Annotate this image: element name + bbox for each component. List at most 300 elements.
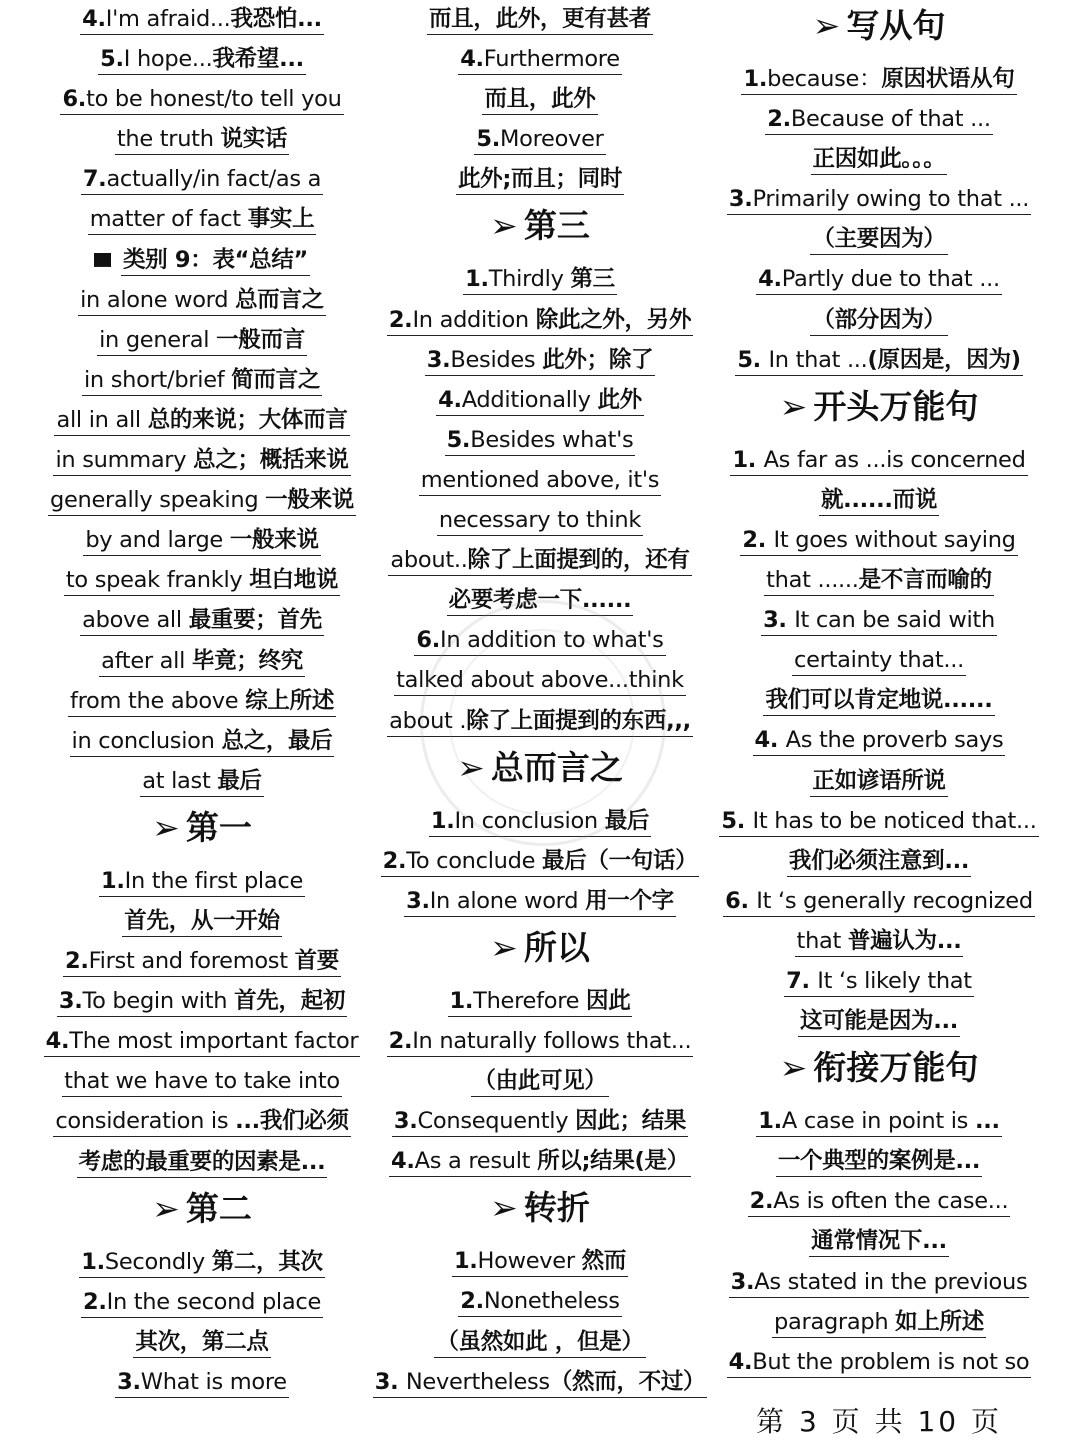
phrase-text (82, 365, 322, 396)
phrase-text (48, 485, 356, 516)
phrase-text (792, 645, 966, 676)
english-phrase: to be honest/to tell you (86, 86, 342, 113)
item-number: 4. (460, 46, 484, 73)
phrase-text (727, 184, 1031, 215)
phrase-text (809, 1226, 949, 1257)
item-number: 7. (82, 166, 107, 193)
item-number: 1. (465, 266, 489, 293)
phrase-line (32, 1363, 372, 1403)
english-phrase: As a result (414, 1148, 538, 1175)
chinese-meaning: 简而言之 (231, 366, 321, 393)
phrase-text (741, 64, 1016, 95)
phrase-text (436, 385, 644, 416)
phrase-text (787, 846, 971, 877)
phrase-line (709, 1343, 1049, 1383)
english-phrase: The most important factor (69, 1028, 359, 1055)
english-phrase: As far as ...is concerned (763, 446, 1026, 473)
phrase-line (32, 80, 372, 120)
english-phrase: that ...... (766, 567, 859, 594)
phrase-line (32, 120, 372, 160)
phrase-line (32, 601, 372, 641)
phrase-line (370, 260, 710, 300)
item-number: 4. (438, 386, 462, 413)
phrase-text (53, 445, 350, 476)
phrase-text (819, 485, 939, 516)
english-phrase: paragraph (774, 1308, 896, 1335)
english-phrase: by and large (85, 527, 230, 554)
chinese-meaning: 此外；除了 (542, 346, 654, 373)
phrase-line (32, 642, 372, 682)
phrase-text (373, 1367, 708, 1398)
english-phrase: generally speaking (50, 487, 266, 514)
phrase-line (32, 441, 372, 481)
arrow-icon: ➢ (490, 927, 518, 967)
english-phrase: First and foremost (88, 948, 295, 975)
english-phrase: in general (99, 326, 217, 353)
chinese-meaning: 首先，起初 (234, 988, 346, 1015)
english-phrase: What is more (140, 1368, 287, 1395)
chinese-meaning: 因此；结果 (575, 1108, 687, 1135)
phrase-text (83, 525, 320, 556)
english-phrase: from the above (69, 687, 246, 714)
item-number: 3. (730, 1268, 755, 1295)
phrase-text (394, 665, 686, 696)
chinese-meaning: 除了上面提到的东西,,, (466, 707, 691, 734)
english-phrase: I'm afraid... (105, 6, 231, 32)
item-number: 1. (743, 66, 768, 92)
phrase-text (798, 1006, 960, 1037)
phrase-line (32, 1062, 372, 1102)
chinese-meaning: 考虑的最重要的因素是... (78, 1148, 326, 1175)
english-phrase: It can be said with (794, 607, 995, 634)
column-right (709, 0, 1049, 1383)
phrase-text (748, 1186, 1011, 1217)
phrase-line (709, 601, 1049, 641)
english-phrase: As is often the case... (773, 1188, 1009, 1215)
phrase-line (32, 902, 372, 942)
phrase-line (32, 561, 372, 601)
phrase-line (370, 842, 710, 882)
item-number: 3. (117, 1368, 141, 1395)
english-phrase: Because of that ... (790, 106, 991, 133)
phrase-line (709, 922, 1049, 962)
phrase-text (99, 866, 305, 897)
english-phrase: about.. (390, 547, 468, 574)
chinese-meaning: 说实话 (220, 126, 288, 153)
item-number: 6. (62, 86, 87, 113)
phrase-line (32, 401, 372, 441)
phrase-line (32, 0, 372, 40)
english-phrase: in summary (55, 447, 194, 474)
phrase-line (370, 1363, 710, 1403)
phrase-text (434, 1327, 645, 1358)
chinese-meaning: （主要因为） (812, 226, 946, 253)
heading-text: 写从句 (846, 6, 946, 45)
section-heading (709, 381, 1049, 441)
phrase-line (709, 341, 1049, 381)
item-number: 3. (393, 1108, 418, 1135)
phrase-line (32, 942, 372, 982)
chinese-meaning: 一般来说 (229, 527, 319, 554)
item-number: 1. (101, 867, 125, 894)
phrase-text (764, 565, 994, 596)
english-phrase: in conclusion (71, 727, 222, 754)
english-phrase: above all (82, 607, 189, 634)
phrase-line (709, 1142, 1049, 1182)
phrase-line (32, 1323, 372, 1363)
phrase-line (32, 862, 372, 902)
phrase-text (447, 585, 634, 616)
heading-text: 所以 (523, 927, 590, 967)
chinese-meaning: 正如谚语所说 (812, 767, 946, 794)
phrase-line (32, 1102, 372, 1142)
phrase-line (709, 721, 1049, 761)
chinese-meaning: ... (974, 1108, 1000, 1135)
chinese-meaning: 最后 (604, 807, 650, 834)
chinese-meaning: 综上所述 (245, 687, 335, 714)
phrase-line (32, 40, 372, 80)
chinese-meaning: 除此之外，另外 (535, 306, 692, 333)
english-phrase: Moreover (500, 126, 604, 153)
chinese-meaning: 最重要；首先 (188, 607, 322, 634)
item-number: 3. (426, 346, 451, 373)
phrase-text (735, 345, 1022, 376)
phrase-text (452, 1246, 628, 1277)
phrase-text (810, 766, 947, 797)
english-phrase: all in all (56, 406, 148, 433)
phrase-line (32, 1283, 372, 1323)
phrase-text (392, 1106, 688, 1137)
chinese-meaning: 而且，此外 (484, 86, 596, 113)
english-phrase: In that ... (768, 346, 868, 373)
phrase-line (370, 982, 710, 1022)
phrase-text (60, 84, 343, 115)
chinese-meaning: 必要考虑一下...... (448, 587, 632, 614)
english-phrase: actually/in fact/as a (106, 166, 322, 193)
item-number: 5. (476, 126, 501, 153)
phrase-line (709, 1182, 1049, 1222)
phrase-line (709, 1263, 1049, 1303)
phrase-text (811, 144, 948, 175)
item-number: 1. (449, 987, 474, 1014)
phrase-line (32, 762, 372, 802)
phrase-text (474, 124, 605, 155)
phrase-text (761, 605, 997, 636)
phrase-text (458, 1286, 621, 1317)
item-number: 3. (58, 988, 83, 1015)
section-heading (370, 922, 710, 982)
page-number-label: 第 3 页 共 10 页 (756, 1405, 1002, 1438)
phrase-line (370, 461, 710, 501)
phrase-line (709, 641, 1049, 681)
item-number: 2. (65, 948, 89, 975)
item-number: 4. (82, 6, 106, 32)
item-number: 3. (406, 887, 430, 914)
chinese-meaning: 总之，最后 (221, 727, 333, 754)
phrase-text (727, 1347, 1032, 1378)
phrase-text (387, 305, 693, 336)
chinese-meaning: 首要 (294, 948, 339, 975)
item-number: 4. (758, 266, 782, 293)
heading-text: 开头万能句 (813, 386, 979, 426)
phrase-line (370, 80, 710, 120)
arrow-icon: ➢ (779, 386, 808, 426)
phrase-text (756, 264, 1002, 295)
phrase-text (62, 1066, 342, 1097)
phrase-text (463, 264, 617, 295)
phrase-text (388, 545, 691, 576)
phrase-text (122, 906, 281, 937)
section-heading (370, 1182, 710, 1242)
phrase-text (776, 1146, 982, 1177)
item-number: 2. (388, 306, 413, 333)
phrase-line (370, 1282, 710, 1322)
phrase-line (709, 180, 1049, 220)
section-heading (709, 0, 1049, 60)
english-phrase: in alone word (80, 286, 236, 313)
english-phrase: because： (767, 66, 882, 92)
english-phrase: To conclude (406, 847, 542, 874)
english-phrase: As the proverb says (785, 727, 1004, 754)
phrase-line (709, 521, 1049, 561)
english-phrase: Consequently (417, 1108, 576, 1135)
phrase-text (719, 806, 1038, 837)
phrase-text (88, 204, 317, 235)
phrase-line (709, 100, 1049, 140)
chinese-meaning: 除了上面提到的，还有 (467, 547, 690, 574)
phrase-text (121, 245, 310, 276)
item-number: 2. (83, 1288, 107, 1315)
phrase-line (370, 501, 710, 541)
phrase-text (425, 345, 655, 376)
english-phrase: I hope... (123, 46, 213, 73)
phrase-text (68, 686, 336, 717)
english-phrase: Partly due to that ... (781, 266, 1000, 293)
item-number: 6. (416, 627, 441, 654)
chinese-meaning: 一个典型的案例是... (777, 1148, 981, 1175)
phrase-text (57, 986, 347, 1017)
phrase-text (140, 766, 264, 797)
chinese-meaning: 此外;而且；同时 (457, 166, 623, 193)
phrase-line (370, 381, 710, 421)
phrase-text (437, 505, 643, 536)
chinese-meaning: 事实上 (247, 206, 315, 233)
phrase-line (709, 1102, 1049, 1142)
chinese-meaning: (原因是，因为) (867, 346, 1021, 373)
phrase-line (709, 802, 1049, 842)
item-number: 1. (732, 446, 764, 473)
phrase-text (99, 646, 305, 677)
heading-text: 总而言之 (490, 747, 623, 787)
phrase-line (370, 40, 710, 80)
phrase-line (370, 301, 710, 341)
section-heading (370, 200, 710, 260)
phrase-line (370, 882, 710, 922)
chinese-meaning: 普遍认为... (847, 927, 962, 954)
english-phrase: Besides what's (470, 426, 634, 453)
english-phrase: It ‘s likely that (817, 967, 972, 994)
phrase-line (709, 1002, 1049, 1042)
phrase-line (709, 441, 1049, 481)
item-number: 1. (430, 807, 455, 834)
chinese-meaning: 坦白地说 (249, 567, 339, 594)
phrase-text (381, 846, 700, 877)
phrase-text (70, 726, 335, 757)
section-heading (370, 742, 710, 802)
arrow-icon: ➢ (152, 807, 180, 847)
phrase-line (370, 1142, 710, 1182)
english-phrase: In the second place (106, 1288, 321, 1315)
chinese-meaning: 此外 (597, 386, 642, 413)
item-number: 2. (388, 1027, 413, 1054)
chinese-meaning: 总之；概括来说 (193, 447, 349, 474)
chinese-meaning: 就......而说 (820, 486, 938, 513)
english-phrase: Additionally (461, 386, 598, 413)
chinese-meaning: 总而言之 (235, 286, 324, 313)
phrase-line (370, 1022, 710, 1062)
phrase-line (32, 241, 372, 281)
phrase-line (32, 160, 372, 200)
phrase-text (471, 1066, 608, 1097)
phrase-text (427, 4, 653, 35)
chinese-meaning: 其次，第二点 (135, 1328, 269, 1355)
phrase-text (740, 525, 1017, 556)
phrase-line (32, 281, 372, 321)
english-phrase: As stated in the previous (754, 1268, 1028, 1295)
arrow-icon: ➢ (490, 206, 518, 246)
phrase-line (370, 341, 710, 381)
phrase-text (810, 224, 947, 255)
english-phrase: the truth (116, 126, 221, 153)
phrase-text (753, 725, 1006, 756)
phrase-line (370, 802, 710, 842)
phrase-line (709, 140, 1049, 180)
phrase-line (709, 681, 1049, 721)
english-phrase: to speak frankly (65, 567, 250, 594)
phrase-text (810, 305, 947, 336)
phrase-line (370, 421, 710, 461)
phrase-text (387, 1026, 694, 1057)
phrase-line (32, 200, 372, 240)
phrase-text (53, 1106, 350, 1137)
phrase-text (81, 1287, 323, 1318)
english-phrase: necessary to think (438, 507, 642, 534)
english-phrase: In conclusion (454, 807, 605, 834)
phrase-text (772, 1307, 986, 1338)
phrase-text (763, 685, 994, 716)
item-number: 4. (754, 727, 786, 754)
phrase-line (32, 1243, 372, 1283)
phrase-text (756, 1106, 1001, 1137)
english-phrase: It has to be noticed that... (752, 807, 1037, 834)
phrase-text (115, 124, 289, 155)
chinese-meaning: 总的来说；大体而言 (147, 406, 348, 433)
chinese-meaning: 毕竟；终究 (191, 647, 303, 674)
phrase-line (709, 301, 1049, 341)
item-number: 5. (721, 807, 753, 834)
phrase-line (32, 722, 372, 762)
phrase-line (32, 682, 372, 722)
item-number: 3. (728, 186, 753, 213)
english-phrase: It ‘s generally recognized (756, 887, 1033, 914)
item-number: 3. (374, 1368, 406, 1395)
phrase-text (133, 1327, 270, 1358)
column-left (32, 0, 372, 1403)
english-phrase: Thirdly (488, 266, 571, 293)
phrase-line (709, 1222, 1049, 1262)
phrase-text (389, 1146, 691, 1177)
phrase-line (370, 0, 710, 40)
phrase-text (445, 425, 636, 456)
item-number: 2. (749, 1188, 774, 1215)
english-phrase: In naturally follows that... (412, 1027, 692, 1054)
item-number: 1. (758, 1108, 782, 1135)
english-phrase: matter of fact (89, 206, 248, 233)
english-phrase: at last (142, 767, 218, 794)
heading-text: 第一 (185, 807, 252, 847)
heading-text: 第二 (185, 1188, 252, 1228)
english-phrase: In alone word (429, 887, 586, 914)
phrase-text (387, 706, 693, 737)
english-phrase: It goes without saying (773, 526, 1016, 553)
chinese-meaning: （部分因为） (812, 306, 946, 333)
section-heading (709, 1042, 1049, 1102)
column-middle (370, 0, 710, 1403)
english-phrase: in short/brief (83, 366, 232, 393)
phrase-line (370, 120, 710, 160)
english-phrase: that we have to take into (64, 1068, 340, 1095)
chinese-meaning: 然而 (581, 1248, 627, 1275)
phrase-text (79, 1247, 324, 1278)
chinese-meaning: 正因如此。。。 (812, 146, 946, 173)
section-heading (32, 1183, 372, 1243)
phrase-line (32, 982, 372, 1022)
item-number: 4. (45, 1028, 70, 1055)
phrase-line (32, 521, 372, 561)
phrase-text (63, 946, 341, 977)
chinese-meaning: 是不言而喻的 (858, 567, 992, 594)
phrase-line (32, 361, 372, 401)
phrase-line (32, 481, 372, 521)
item-number: 2. (767, 106, 791, 133)
english-phrase: after all (101, 647, 192, 674)
chinese-meaning: 我们可以肯定地说...... (765, 687, 993, 714)
phrase-line (370, 702, 710, 742)
phrase-text (80, 605, 324, 636)
phrase-text (448, 986, 633, 1017)
chinese-meaning: 我希望... (212, 46, 304, 73)
phrase-line (709, 1303, 1049, 1343)
phrase-text (64, 565, 340, 596)
english-phrase: A case in point is (781, 1108, 975, 1135)
chinese-meaning: 我们必须注意到... (788, 847, 970, 874)
item-number: 3. (763, 607, 795, 634)
chinese-meaning: 第三 (570, 266, 615, 293)
item-number: 5. (100, 46, 124, 73)
phrase-text (429, 806, 651, 837)
arrow-icon: ➢ (152, 1188, 180, 1228)
phrase-text (730, 445, 1027, 476)
phrase-text (414, 625, 665, 656)
english-phrase: In addition to what's (440, 627, 664, 654)
phrase-text (78, 285, 326, 316)
phrase-line (370, 1102, 710, 1142)
item-number: 1. (453, 1248, 478, 1275)
phrase-text (54, 405, 349, 436)
phrase-line (709, 260, 1049, 300)
phrase-text (115, 1367, 289, 1398)
phrase-text (81, 164, 323, 195)
